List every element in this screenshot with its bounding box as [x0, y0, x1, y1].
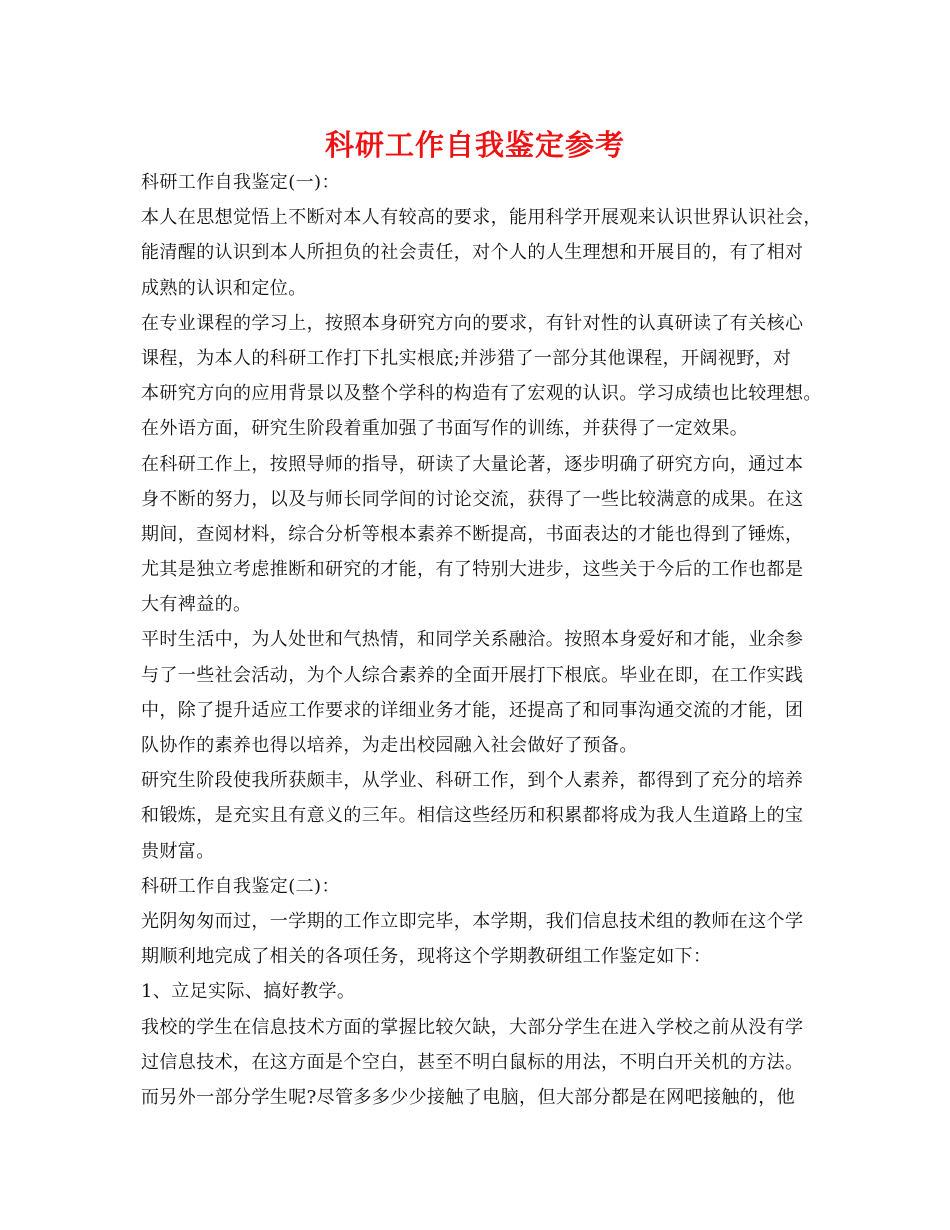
text-line: 贵财富。 — [141, 840, 215, 862]
text-line: 过信息技术，在这方面是个空白，甚至不明白鼠标的用法，不明白开关机的方法。 — [141, 1051, 804, 1073]
text-line: 队协作的素养也得以培养，为走出校园融入社会做好了预备。 — [141, 735, 638, 756]
text-line: 能清醒的认识到本人所担负的社会责任，对个人的人生理想和开展目的，有了相对 — [141, 242, 804, 264]
text-line: 尤其是独立考虑推断和研究的才能，有了特别大进步，这些关于今后的工作也都是 — [141, 559, 804, 581]
text-line: 而另外一部分学生呢?尽管多多少少接触了电脑，但大部分都是在网吧接触的，他 — [141, 1086, 796, 1108]
text-line: 大有裨益的。 — [141, 594, 252, 616]
text-line: 课程，为本人的科研工作打下扎实根底;并涉猎了一部分其他课程，开阔视野，对 — [141, 347, 792, 369]
text-line: 我校的学生在信息技术方面的掌握比较欠缺，大部分学生在进入学校之前从没有学 — [141, 1016, 804, 1038]
text-line: 科研工作自我鉴定(一)： — [141, 172, 340, 193]
text-line: 光阴匆匆而过，一学期的工作立即完毕，本学期，我们信息技术组的教师在这个学 — [141, 910, 804, 932]
text-line: 本人在思想觉悟上不断对本人有较高的要求，能用科学开展观来认识世界认识社会， — [141, 207, 822, 229]
text-line: 成熟的认识和定位。 — [141, 277, 307, 299]
document-body — [141, 165, 841, 1115]
text-line: 研究生阶段使我所获颇丰，从学业、科研工作，到个人素养，都得到了充分的培养 — [141, 770, 804, 792]
text-line: 和锻炼，是充实且有意义的三年。相信这些经历和积累都将成为我人生道路上的宝 — [141, 805, 804, 827]
text-line: 与了一些社会活动，为个人综合素养的全面开展打下根底。毕业在即，在工作实践 — [141, 664, 804, 686]
text-line: 中，除了提升适应工作要求的详细业务才能，还提高了和同事沟通交流的才能，团 — [141, 699, 804, 721]
text-line: 1、立足实际、搞好教学。 — [141, 981, 356, 1003]
document-title: 科研工作自我鉴定参考 — [324, 128, 625, 162]
text-line: 科研工作自我鉴定(二)： — [141, 875, 340, 897]
text-line: 身不断的努力，以及与师长同学间的讨论交流，获得了一些比较满意的成果。在这 — [141, 488, 804, 510]
text-line: 期顺利地完成了相关的各项任务，现将这个学期教研组工作鉴定如下： — [141, 946, 712, 968]
text-line: 本研究方向的应用背景以及整个学科的构造有了宏观的认识。学习成绩也比较理想。 — [141, 383, 822, 405]
text-line: 在科研工作上，按照导师的指导，研读了大量论著，逐步明确了研究方向，通过本 — [141, 453, 804, 475]
text-line: 在外语方面，研究生阶段着重加强了书面写作的训练，并获得了一定效果。 — [141, 418, 749, 440]
text-line: 平时生活中，为人处世和气热情，和同学关系融洽。按照本身爱好和才能，业余参 — [141, 629, 804, 651]
text-line: 在专业课程的学习上，按照本身研究方向的要求，有针对性的认真研读了有关核心 — [141, 312, 804, 334]
text-line: 期间，查阅材料，综合分析等根本素养不断提高，书面表达的才能也得到了锤炼， — [141, 523, 804, 545]
